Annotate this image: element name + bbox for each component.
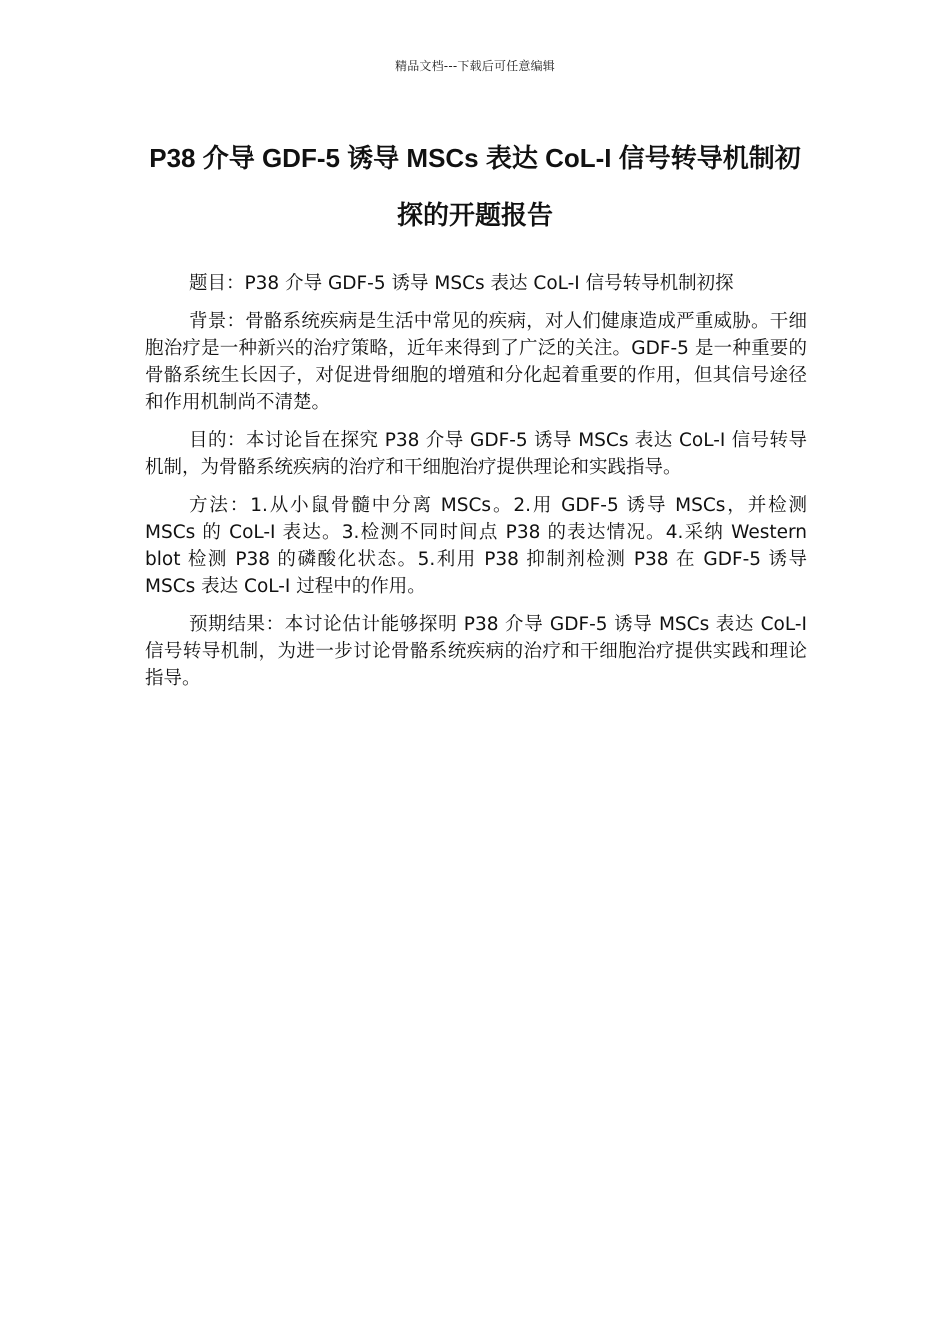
paragraph-topic: 题目：P38 介导 GDF-5 诱导 MSCs 表达 CoL-I 信号转导机制初探 (189, 273, 734, 294)
paragraph-purpose: 目的：本讨论旨在探究 P38 介导 GDF-5 诱导 MSCs 表达 CoL-I 信号转导机制，为骨骼系统疾病的治疗和干细胞治疗提供理论和实践指导。 (145, 430, 807, 478)
document-body (145, 270, 807, 703)
document-title: P38 介导 GDF-5 诱导 MSCs 表达 CoL-I 信号转导机制初探的开题报告 (149, 143, 801, 230)
paragraph-expected-results: 预期结果：本讨论估计能够探明 P38 介导 GDF-5 诱导 MSCs 表达 CoL-I 信号转导机制，为进一步讨论骨骼系统疾病的治疗和干细胞治疗提供实践和理论指导。 (145, 614, 807, 689)
paragraph-methods: 方法：1.从小鼠骨髓中分离 MSCs。2.用 GDF-5 诱导 MSCs，并检测 MSCs 的 CoL-I 表达。3.检测不同时间点 P38 的表达情况。4.采纳 Western blot 检测 P38 的磷酸化状态。5.利用 P38 抑制剂检测 P38 在 GDF-5 诱导 MSCs 表达 CoL-I 过程中的作用。 (145, 495, 807, 597)
header-note: 精品文档---下载后可任意编辑 (395, 59, 555, 73)
paragraph-background: 背景：骨骼系统疾病是生活中常见的疾病，对人们健康造成严重威胁。干细胞治疗是一种新兴的治疗策略，近年来得到了广泛的关注。GDF-5 是一种重要的骨骼系统生长因子，对促进骨细胞的增殖和分化起着重要的作用，但其信号途径和作用机制尚不清楚。 (145, 311, 807, 413)
